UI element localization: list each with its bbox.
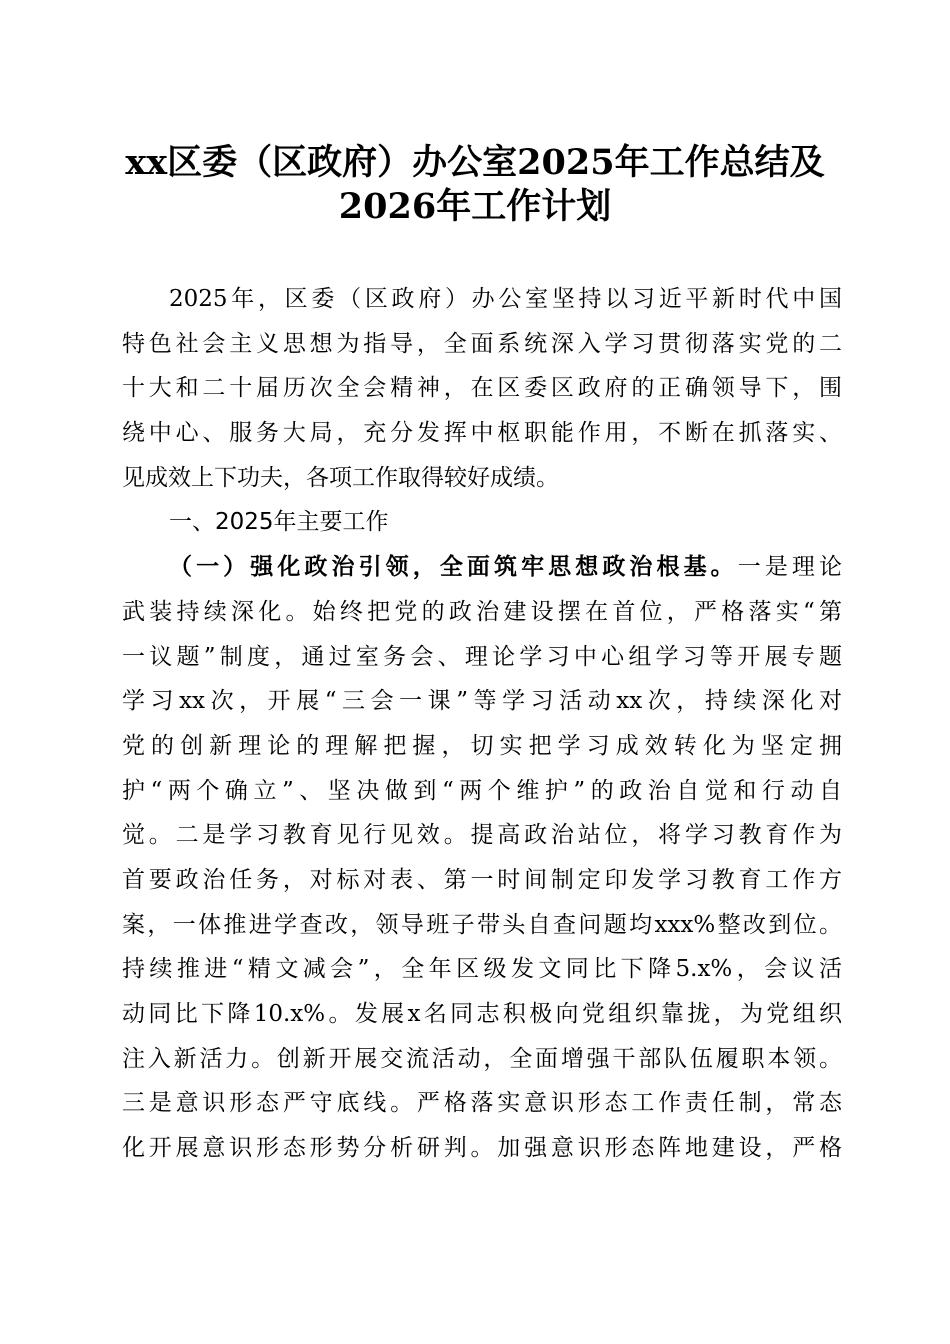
- paragraph-line: 一议题”制度，通过室务会、理论学习中心组学习等开展专题: [122, 643, 842, 670]
- document-title-line-2: 2026年工作计划: [338, 186, 612, 227]
- paragraph-line: 护“两个确立”、坚决做到“两个维护”的政治自觉和行动自: [122, 777, 842, 804]
- paragraph-line: 持续推进“精文减会”，全年区级发文同比下降5.x%，会议活: [122, 956, 842, 983]
- paragraph-line: 三是意识形态严守底线。严格落实意识形态工作责任制，常态: [122, 1090, 842, 1117]
- intro-line: 特色社会主义思想为指导，全面系统深入学习贯彻落实党的二: [122, 330, 842, 357]
- subsection-title: （一）强化政治引领，全面筑牢思想政治根基。: [169, 553, 738, 581]
- intro-line: 见成效上下功夫，各项工作取得较好成绩。: [122, 464, 559, 491]
- section-heading: 一、2025年主要工作: [169, 509, 389, 536]
- paragraph-line: 武装持续深化。始终把党的政治建设摆在首位，严格落实“第: [122, 598, 842, 625]
- paragraph-line: 化开展意识形态形势分析研判。加强意识形态阵地建设，严格: [122, 1135, 842, 1162]
- paragraph-line: 动同比下降10.x%。发展x名同志积极向党组织靠拢，为党组织: [122, 1001, 842, 1027]
- paragraph-line: 觉。二是学习教育见行见效。提高政治站位，将学习教育作为: [122, 822, 842, 849]
- document-body: [122, 277, 842, 1171]
- paragraph-line: 注入新活力。创新开展交流活动，全面增强干部队伍履职本领。: [122, 1045, 842, 1072]
- paragraph-line: 党的创新理论的理解把握，切实把学习成效转化为坚定拥: [122, 732, 842, 759]
- paragraph-line: 案，一体推进学查改，领导班子带头自查问题均xxx%整改到位。: [122, 911, 842, 938]
- intro-line: 绕中心、服务大局，充分发挥中枢职能作用，不断在抓落实、: [122, 420, 842, 447]
- intro-line: 2025年，区委（区政府）办公室坚持以习近平新时代中国: [169, 286, 842, 312]
- subsection-first-line-rest: 一是理论: [737, 554, 843, 581]
- document-title-line-1: xx区委（区政府）办公室2025年工作总结及: [125, 142, 825, 183]
- paragraph-line: 首要政治任务，对标对表、第一时间制定印发学习教育工作方: [122, 866, 842, 893]
- subsection-first-line: [122, 545, 842, 590]
- intro-line: 十大和二十届历次全会精神，在区委区政府的正确领导下，围: [122, 375, 842, 402]
- paragraph-line: 学习xx次，开展“三会一课”等学习活动xx次，持续深化对: [122, 688, 842, 715]
